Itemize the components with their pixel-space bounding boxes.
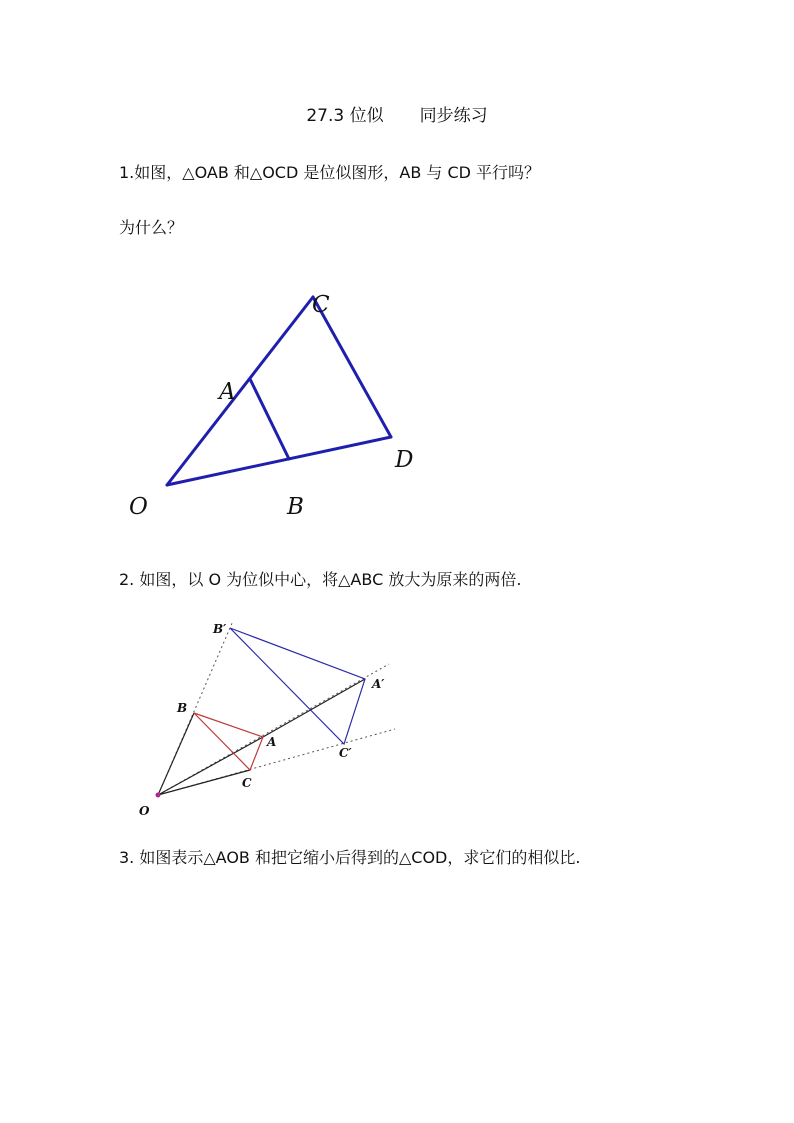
q1-label-b: B xyxy=(287,494,304,520)
question-3-text: 3. 如图表示△AOB 和把它缩小后得到的△COD，求它们的相似比. xyxy=(119,848,581,867)
title-sub: 同步练习 xyxy=(419,106,488,126)
q2-label-a: A xyxy=(267,735,277,749)
question-1-text-cont: 为什么？ xyxy=(119,218,184,237)
q2-label-a2: A′ xyxy=(372,677,385,691)
q2-label-c2: C′ xyxy=(339,746,352,760)
q2-label-o: O xyxy=(139,804,150,818)
question-2-text: 2. 如图，以 O 为位似中心，将△ABC 放大为原来的两倍. xyxy=(119,570,522,589)
q1-label-c: C xyxy=(312,292,330,318)
q1-label-d: D xyxy=(395,447,414,473)
title-main: 27.3 位似 xyxy=(306,106,384,126)
q2-triangle-a2b2c2 xyxy=(230,628,365,744)
q2-solid-ob xyxy=(158,713,194,795)
q2-label-c: C xyxy=(242,776,252,790)
q2-label-b2: B′ xyxy=(213,622,227,636)
q1-label-a: A xyxy=(219,379,236,405)
q2-triangle-abc xyxy=(194,713,263,770)
q2-label-b: B xyxy=(177,701,188,715)
q2-point-o xyxy=(156,793,161,798)
question-1-text: 1.如图，△OAB 和△OCD 是位似图形，AB 与 CD 平行吗？ xyxy=(119,163,541,182)
q1-label-o: O xyxy=(129,494,148,520)
q2-solid-oc xyxy=(158,770,250,795)
